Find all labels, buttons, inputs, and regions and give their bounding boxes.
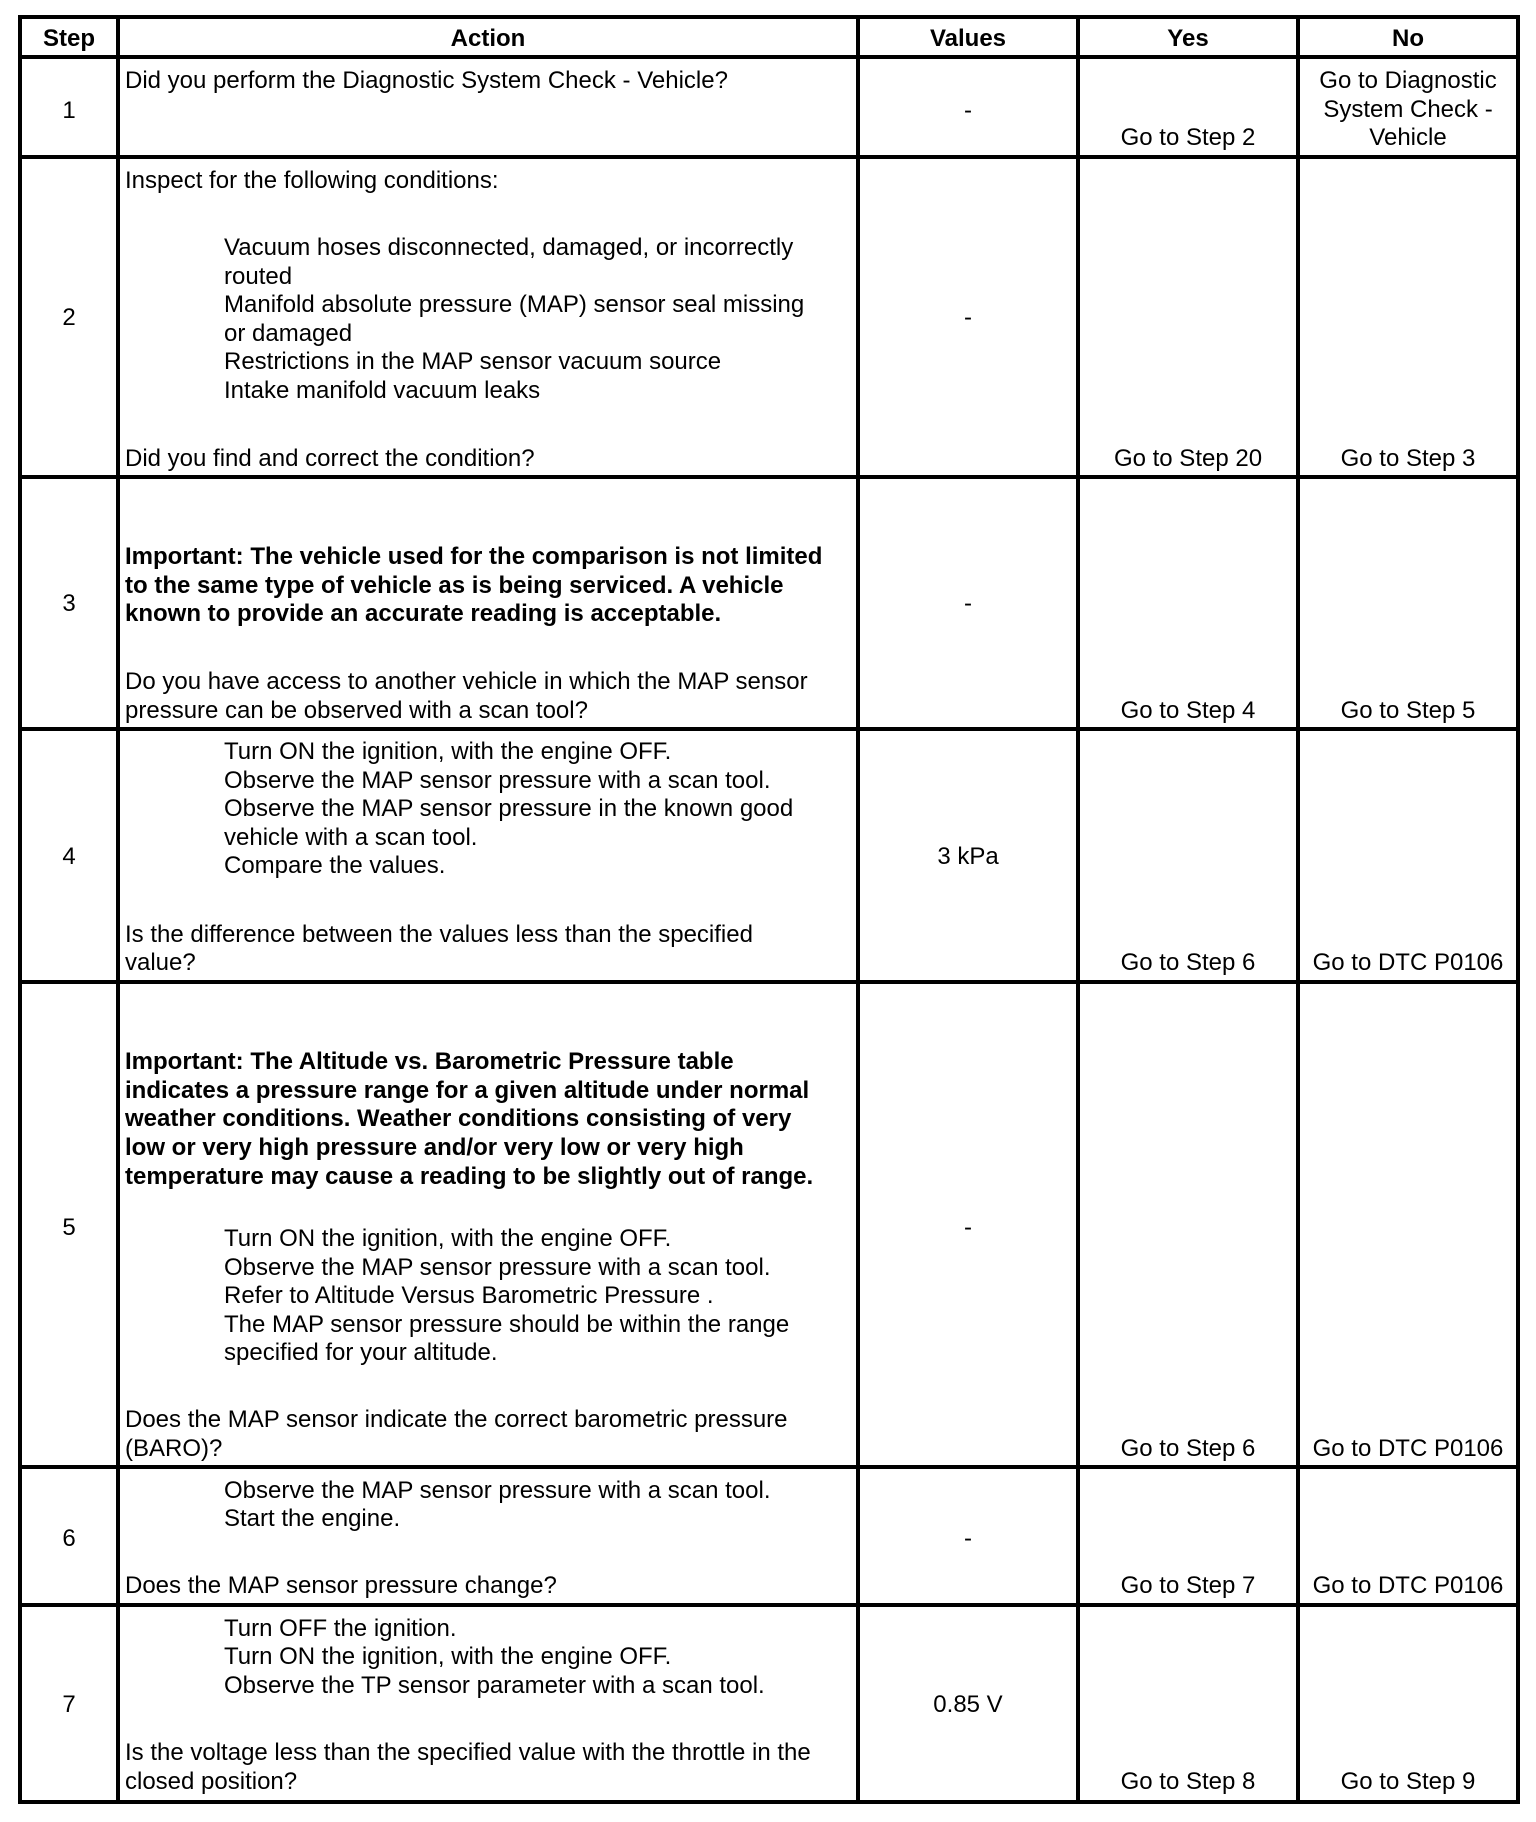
column-divider <box>116 15 120 1804</box>
step-number: 2 <box>62 304 76 331</box>
step-item: Observe the MAP sensor pressure in the known good <box>224 795 794 822</box>
step-question: (BARO)? <box>125 1435 223 1462</box>
row-divider <box>18 155 1520 159</box>
step-question: Did you find and correct the condition? <box>125 445 535 472</box>
step-item: Turn ON the ignition, with the engine OFF. <box>224 1643 672 1670</box>
step-question: Does the MAP sensor pressure change? <box>125 1572 557 1599</box>
step-value: - <box>964 304 972 331</box>
step-value: - <box>964 1525 972 1552</box>
step-number: 7 <box>62 1691 76 1718</box>
important-note: Important: The Altitude vs. Barometric Pressure table <box>125 1048 734 1075</box>
step-item: routed <box>224 263 293 290</box>
no-action: Go to DTC P0106 <box>1312 1572 1504 1599</box>
step-question: Do you have access to another vehicle in which the MAP sensor <box>125 668 808 695</box>
step-number: 6 <box>62 1525 76 1552</box>
column-divider <box>1296 15 1300 1804</box>
step-question: pressure can be observed with a scan tool? <box>125 697 588 724</box>
header-yes: Yes <box>1167 25 1209 52</box>
step-value: 0.85 V <box>933 1691 1003 1718</box>
yes-action: Go to Step 6 <box>1120 1435 1256 1462</box>
header-no: No <box>1392 25 1424 52</box>
row-divider <box>18 727 1520 731</box>
step-item: Refer to Altitude Versus Barometric Pressure . <box>224 1282 714 1309</box>
step-number: 4 <box>62 843 76 870</box>
yes-action: Go to Step 6 <box>1120 949 1256 976</box>
step-number: 3 <box>62 590 76 617</box>
yes-action: Go to Step 2 <box>1120 124 1256 151</box>
step-item: Observe the MAP sensor pressure with a scan tool. <box>224 767 771 794</box>
step-item: or damaged <box>224 320 353 347</box>
yes-action: Go to Step 4 <box>1120 697 1256 724</box>
important-note: weather conditions. Weather conditions consisting of very <box>125 1105 792 1132</box>
step-item: Intake manifold vacuum leaks <box>224 377 541 404</box>
column-divider <box>1076 15 1080 1804</box>
step-item: Turn ON the ignition, with the engine OFF. <box>224 1225 672 1252</box>
table-border-right <box>1516 15 1520 1804</box>
row-divider <box>18 1465 1520 1469</box>
important-note: indicates a pressure range for a given altitude under normal <box>125 1077 810 1104</box>
step-value: - <box>964 590 972 617</box>
important-note: temperature may cause a reading to be slightly out of range. <box>125 1163 814 1190</box>
step-item: specified for your altitude. <box>224 1339 498 1366</box>
yes-action: Go to Step 7 <box>1120 1572 1256 1599</box>
important-note: Important: The vehicle used for the comparison is not limited <box>125 543 823 570</box>
step-question: closed position? <box>125 1768 298 1795</box>
no-action: System Check - <box>1323 96 1493 123</box>
no-action: Go to Step 9 <box>1340 1768 1476 1795</box>
header-action: Action <box>450 25 526 52</box>
important-note: known to provide an accurate reading is acceptable. <box>125 600 722 627</box>
step-item: Turn ON the ignition, with the engine OFF. <box>224 738 672 765</box>
step-value: - <box>964 97 972 124</box>
row-divider <box>18 475 1520 479</box>
step-question: Does the MAP sensor indicate the correct barometric pressure <box>125 1406 788 1433</box>
row-divider <box>18 1603 1520 1607</box>
important-note: low or very high pressure and/or very low or very high <box>125 1134 744 1161</box>
step-question: Did you perform the Diagnostic System Check - Vehicle? <box>125 67 728 94</box>
step-question: Is the voltage less than the specified value with the throttle in the <box>125 1739 811 1766</box>
no-action: Go to Diagnostic <box>1319 67 1497 94</box>
no-action: Go to Step 3 <box>1340 445 1476 472</box>
table-border-top <box>18 15 1520 19</box>
no-action: Go to DTC P0106 <box>1312 1435 1504 1462</box>
step-question: value? <box>125 949 196 976</box>
step-item: Turn OFF the ignition. <box>224 1615 457 1642</box>
step-intro: Inspect for the following conditions: <box>125 167 499 194</box>
yes-action: Go to Step 20 <box>1113 445 1263 472</box>
step-item: Observe the MAP sensor pressure with a scan tool. <box>224 1477 771 1504</box>
step-question: Is the difference between the values less than the specified <box>125 921 753 948</box>
step-number: 1 <box>62 97 76 124</box>
step-value: 3 kPa <box>937 843 999 870</box>
step-number: 5 <box>62 1214 76 1241</box>
step-item: Restrictions in the MAP sensor vacuum source <box>224 348 722 375</box>
header-step: Step <box>42 25 95 52</box>
no-action: Go to Step 5 <box>1340 697 1476 724</box>
yes-action: Go to Step 8 <box>1120 1768 1256 1795</box>
no-action: Go to DTC P0106 <box>1312 949 1504 976</box>
step-item: Observe the MAP sensor pressure with a scan tool. <box>224 1254 771 1281</box>
step-item: The MAP sensor pressure should be within the range <box>224 1311 790 1338</box>
no-action: Vehicle <box>1369 124 1447 151</box>
step-item: Observe the TP sensor parameter with a scan tool. <box>224 1672 765 1699</box>
step-item: Manifold absolute pressure (MAP) sensor seal missing <box>224 291 805 318</box>
row-divider <box>18 980 1520 984</box>
step-item: vehicle with a scan tool. <box>224 824 478 851</box>
header-divider <box>18 55 1520 59</box>
important-note: to the same type of vehicle as is being serviced. A vehicle <box>125 572 784 599</box>
step-item: Compare the values. <box>224 852 446 879</box>
header-values: Values <box>929 25 1007 52</box>
step-value: - <box>964 1214 972 1241</box>
step-item: Start the engine. <box>224 1505 401 1532</box>
table-border-bottom <box>18 1800 1520 1804</box>
step-item: Vacuum hoses disconnected, damaged, or incorrectly <box>224 234 794 261</box>
